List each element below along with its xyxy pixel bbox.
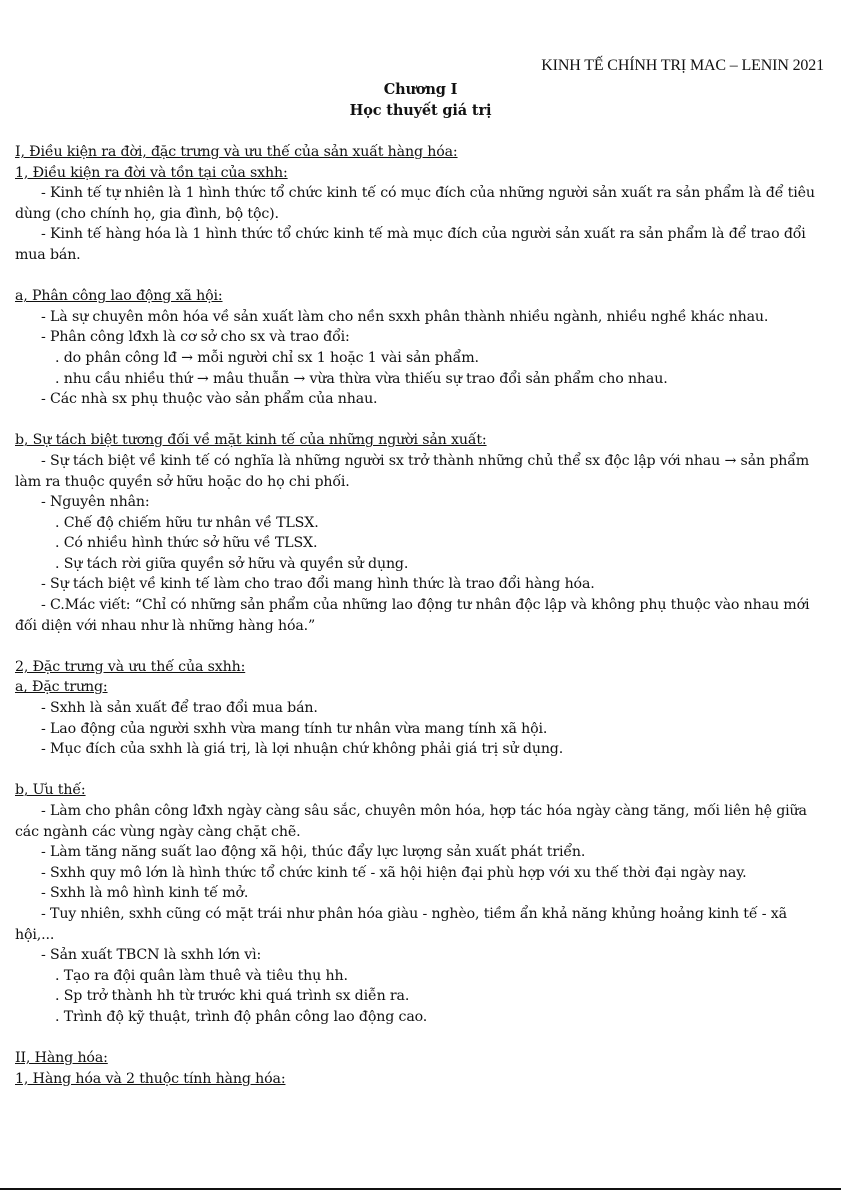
bullet-item: - Các nhà sx phụ thuộc vào sản phẩm của nhau. <box>41 391 378 408</box>
bullet-item: - Là sự chuyên môn hóa về sản xuất làm cho nền sxxh phân thành nhiều ngành, nhiều nghề khác nhau. <box>41 308 769 325</box>
bullet-item: - Sxhh quy mô lớn là hình thức tổ chức kinh tế - xã hội hiện đại phù hợp với xu thế thời đại ngày nay. <box>41 864 747 881</box>
bullet-item: - Sxhh là mô hình kinh tế mở. <box>41 885 249 902</box>
subsection-heading: a, Phân công lao động xã hội: <box>15 288 223 305</box>
sub-bullet-item: . Sự tách rời giữa quyền sở hữu và quyền sử dụng. <box>55 555 409 572</box>
subsection-heading: 2, Đặc trưng và ưu thế của sxhh: <box>15 658 246 675</box>
subsection-heading: 1, Hàng hóa và 2 thuộc tính hàng hóa: <box>15 1070 286 1087</box>
bullet-item: - Lao động của người sxhh vừa mang tính tư nhân vừa mang tính xã hội. <box>41 720 548 737</box>
sub-bullet-item: . Chế độ chiếm hữu tư nhân về TLSX. <box>55 514 319 531</box>
course-header: KINH TẾ CHÍNH TRỊ MAC – LENIN 2021 <box>541 57 824 74</box>
bullet-item: - Nguyên nhân: <box>41 494 150 511</box>
paragraph: - Kinh tế tự nhiên là 1 hình thức tổ chức kinh tế có mục đích của những người sản xuất ra sản phẩm là để tiêu dùng (cho chính họ, gia đình, bộ tộc). <box>15 185 815 222</box>
paragraph: - Kinh tế hàng hóa là 1 hình thức tổ chức kinh tế mà mục đích của người sản xuất ra sản phẩm là để trao đổi mua bán. <box>15 226 806 263</box>
paragraph: - Làm cho phân công lđxh ngày càng sâu sắc, chuyên môn hóa, hợp tác hóa ngày càng tăng, mối liên hệ giữa các ngành các vùng ngày càng chặt chẽ. <box>15 803 807 840</box>
subsection-heading: b, Sự tách biệt tương đối về mặt kinh tế của những người sản xuất: <box>15 432 487 449</box>
subsection-heading: b, Ưu thế: <box>15 782 86 799</box>
bullet-item: - Mục đích của sxhh là giá trị, là lợi nhuận chứ không phải giá trị sử dụng. <box>41 741 564 758</box>
document-body <box>15 142 827 1089</box>
bullet-item: - Làm tăng năng suất lao động xã hội, thúc đẩy lực lượng sản xuất phát triển. <box>41 844 586 861</box>
bullet-item: - Phân công lđxh là cơ sở cho sx và trao đổi: <box>41 329 350 346</box>
sub-bullet-item: . nhu cầu nhiều thứ → mâu thuẫn → vừa thừa vừa thiếu sự trao đổi sản phẩm cho nhau. <box>55 370 668 387</box>
paragraph: - C.Mác viết: “Chỉ có những sản phẩm của những lao động tư nhân độc lập và không phụ thuộc vào nhau mới đối diện với nhau như là những hàng hóa.” <box>15 597 810 634</box>
subsection-heading: 1, Điều kiện ra đời và tồn tại của sxhh: <box>15 164 288 181</box>
paragraph: - Sự tách biệt về kinh tế có nghĩa là những người sx trở thành những chủ thể sx độc lập với nhau → sản phẩm làm ra thuộc quyền sở hữu hoặc do họ chi phối. <box>15 452 810 490</box>
subsection-heading: a, Đặc trưng: <box>15 679 108 696</box>
bullet-item: - Sự tách biệt về kinh tế làm cho trao đổi mang hình thức là trao đổi hàng hóa. <box>41 576 595 593</box>
sub-bullet-item: . do phân công lđ → mỗi người chỉ sx 1 hoặc 1 vài sản phẩm. <box>55 349 479 366</box>
sub-bullet-item: . Có nhiều hình thức sở hữu về TLSX. <box>55 535 318 552</box>
bullet-item: - Sản xuất TBCN là sxhh lớn vì: <box>41 947 262 964</box>
chapter-title: Học thuyết giá trị <box>349 102 492 119</box>
section-heading: II, Hàng hóa: <box>15 1050 108 1067</box>
chapter-label: Chương I <box>383 81 458 98</box>
page-bottom-rule <box>0 1188 841 1190</box>
sub-bullet-item: . Trình độ kỹ thuật, trình độ phân công lao động cao. <box>55 1008 428 1025</box>
sub-bullet-item: . Sp trở thành hh từ trước khi quá trình sx diễn ra. <box>55 988 410 1005</box>
section-heading: I, Điều kiện ra đời, đặc trưng và ưu thế của sản xuất hàng hóa: <box>15 144 458 160</box>
bullet-item: - Sxhh là sản xuất để trao đổi mua bán. <box>41 700 318 717</box>
sub-bullet-item: . Tạo ra đội quân làm thuê và tiêu thụ hh. <box>55 967 348 984</box>
paragraph: - Tuy nhiên, sxhh cũng có mặt trái như phân hóa giàu - nghèo, tiềm ẩn khả năng khủng hoảng kinh tế - xã hội,... <box>15 905 787 943</box>
